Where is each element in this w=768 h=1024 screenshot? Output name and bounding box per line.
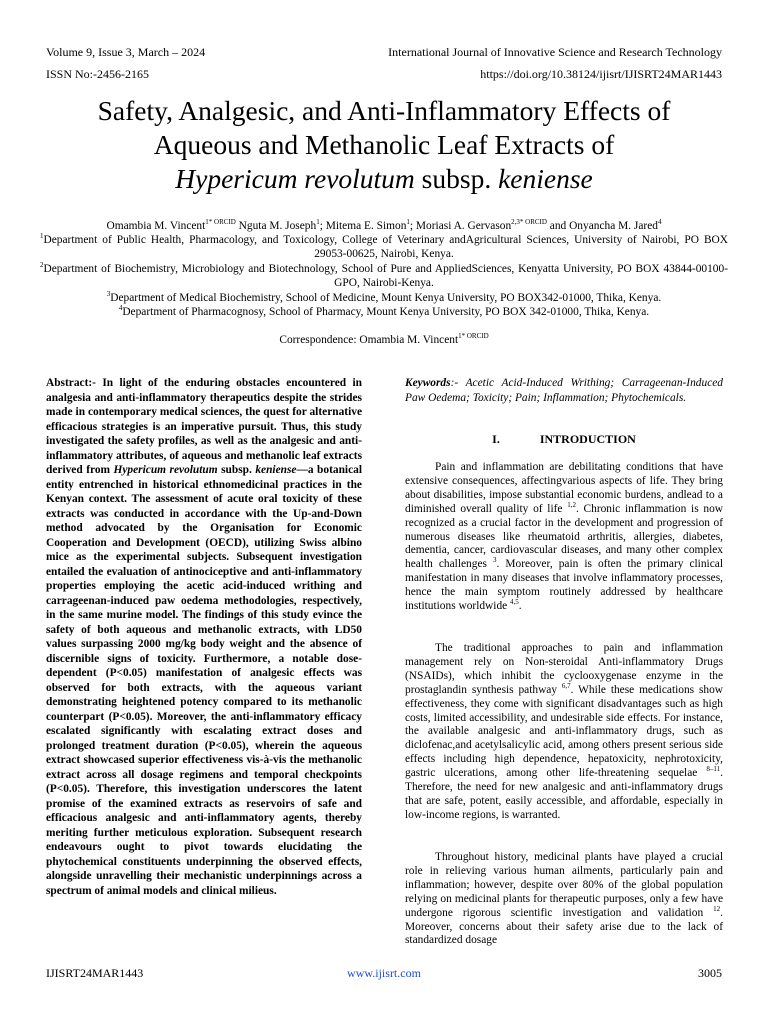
subspecies-name: keniense	[498, 163, 593, 194]
footer-article-id: IJISRT24MAR1443	[46, 966, 144, 980]
intro-p1-text-d: .	[518, 600, 522, 613]
paper-title	[40, 94, 728, 196]
keywords	[405, 376, 723, 405]
affiliation-2-sup: 2	[40, 261, 44, 270]
footer-website-link[interactable]: www.ijisrt.com	[347, 966, 421, 980]
intro-p1-text-a: Pain and inflammation are debilitating conditions that have extensive consequences, affectingvarious aspects of life. They bring about disabilities, impose substantial economic burdens, andlead to a diminished overall quality of life	[405, 461, 723, 515]
title-subsp: subsp.	[414, 163, 499, 194]
author-4-sup[interactable]: 2,3* ORCID	[511, 218, 547, 227]
journal-name: International Journal of Innovative Science and Research Technology	[388, 45, 722, 59]
citation: 6,7	[561, 681, 571, 690]
abstract-text-1: Abstract:- In light of the enduring obstacles encountered in analgesia and anti-inflammatory therapeutics despite the strides made in contemporary medical sciences, the quest for alternative efficacious strategies is an imperative pursuit. Thus, this study investigated the safety profiles, as well as the analgesic and anti-inflammatory attributes, of aqueous and methanolic leaf extracts derived from	[46, 377, 362, 476]
title-line-1: Safety, Analgesic, and Anti-Inflammatory Effects of	[97, 95, 671, 126]
abstract-species: Hypericum revolutum	[113, 464, 218, 476]
abstract	[46, 376, 362, 898]
author-3: ; Mitema E. Simon	[319, 220, 407, 232]
section-heading	[405, 432, 723, 447]
section-number: I.	[492, 432, 500, 446]
citation: 1,2	[567, 500, 576, 509]
affiliation-2	[40, 263, 728, 290]
abstract-subspecies: keniense	[255, 464, 297, 476]
page-number: 3005	[698, 966, 722, 980]
author-2: Nguta M. Joseph	[235, 220, 317, 232]
citation: 4,5	[510, 598, 519, 607]
intro-p3-text-b: . Moreover, concerns about their safety arise due to the lack of standardized dosage	[405, 906, 723, 947]
intro-paragraph-3	[405, 851, 723, 948]
keywords-text: :- Acetic Acid-Induced Writhing; Carrageenan-Induced Paw Oedema; Toxicity; Pain; Inflammation; Phytochemicals.	[405, 377, 723, 404]
intro-p2-text-b: . While these medications show effectiveness, they come with significant disadvantages such as high costs, limited accessibility, and undesirable side effects. For instance, the available analgesic and anti-inflammatory drugs, such as diclofenac,and acetylsalicylic acid, among others present serious side effects including high dependence, hepatoxicity, nephrotoxicity, gastric ulcerations, among other life-threatening sequelae	[405, 683, 724, 780]
intro-p1-text-b: . Chronic inflammation is now recognized as a crucial factor in the development and progression of numerous diseases like rheumatoid arthritis, allergies, diabetes, dementia, cancer, cardiovascular diseases, and many other complex health challenges	[405, 502, 723, 571]
citation: 3	[492, 556, 497, 565]
volume-info: Volume 9, Issue 3, March – 2024	[46, 45, 206, 59]
affiliation-3-text: Department of Medical Biochemistry, School of Medicine, Mount Kenya University, PO BOX342-01000, Thika, Kenya.	[110, 292, 662, 304]
intro-p3-text-a: Throughout history, medicinal plants have played a crucial role in relieving various human ailments, particularly pain and inflammation; however, despite over 80% of the global population relying on medicinal plants for therapeutic purposes, only a few have undergone rigorous scientific investigation and validation	[405, 851, 723, 919]
correspondence-text: Correspondence: Omambia M. Vincent	[279, 334, 459, 346]
affiliation-4-text: Department of Pharmacognosy, School of Pharmacy, Mount Kenya University, PO BOX 342-01000, Thika, Kenya.	[122, 306, 650, 318]
citation: 8–11	[706, 765, 721, 774]
affiliation-1-text: Department of Public Health, Pharmacology, and Toxicology, College of Veterinary andAgricultural Sciences, University of Nairobi, PO BOX 29053-00625, Nairobi, Kenya.	[43, 234, 728, 260]
affiliation-3	[40, 292, 728, 306]
title-line-3	[40, 162, 728, 196]
author-5-sup: 4	[657, 218, 662, 227]
intro-p2-text-a: The traditional approaches to pain and inflammation management rely on Non-steroidal Anti-inflammatory Drugs (NSAIDs), which inhibit the cyclooxygenase enzyme in the prostaglandin synthesis pathway	[405, 642, 723, 696]
abstract-text-2: subsp.	[217, 464, 256, 476]
author-1-sup[interactable]: 1* ORCID	[205, 218, 236, 227]
author-4: ; Moriasi A. Gervason	[409, 220, 512, 232]
affiliation-1	[40, 234, 728, 261]
species-name: Hypericum revolutum	[175, 163, 415, 194]
affiliation-3-sup: 3	[106, 290, 111, 299]
intro-p2-text-c: . Therefore, the need for new analgesic and anti-inflammatory drugs that are safe, potent, easily accessible, and affordable, especially in low-income regions, is warranted.	[405, 767, 723, 821]
section-title: INTRODUCTION	[539, 432, 636, 446]
affiliation-1-sup: 1	[40, 232, 44, 241]
author-3-sup: 1	[406, 218, 410, 227]
author-list	[40, 220, 728, 234]
author-5: and Onyancha M. Jared	[546, 220, 658, 232]
abstract-text-3: —a botanical entity entrenched in historical ethnomedicinal practices in the Kenyan context. The assessment of acute oral toxicity of these extracts was conducted in accordance with the Up-and-Down method advocated by the Organisation for Economic Cooperation and Development (OECD), utilizing Swiss albino mice as the experimental subjects. Subsequent investigation entailed the evaluation of antinociceptive and anti-inflammatory properties employing the acetic acid-induced writhing and carrageenan-induced paw oedema methodologies, respectively, in the same murine model. The findings of this study evince the safety of both aqueous and methanolic extracts, with LD50 values surpassing 2000 mg/kg body weight and the absence of discernible signs of toxicity. Furthermore, a notable dose-dependent (P<0.05) manifestation of analgesic effects was observed for both extracts, with the aqueous variant demonstrating heightened potency compared to its methanolic counterpart (P<0.05). Moreover, the anti-inflammatory efficacy escalated significantly with escalating extract doses and prolonged treatment duration (P<0.05), wherein the aqueous extract showcased superior effectiveness vis-à-vis the methanolic extract across all dosage regimens and temporal checkpoints (P<0.05). Therefore, this investigation underscores the latent promise of the examined extracts as reservoirs of safe and efficacious analgesic and anti-inflammatory agents, thereby meriting further meticulous exploration. Subsequent research endeavours ought to pivot towards elucidating the phytochemical constituents underpinning the observed effects, alongside unravelling their mechanistic underpinnings across a spectrum of animal models and clinical milieus.	[46, 464, 362, 897]
affiliation-4-sup: 4	[118, 304, 123, 313]
title-line-2: Aqueous and Methanolic Leaf Extracts of	[153, 129, 615, 160]
author-1: Omambia M. Vincent	[106, 220, 206, 232]
citation: 12	[713, 904, 721, 913]
intro-paragraph-1	[405, 461, 723, 614]
author-2-sup: 1	[316, 218, 320, 227]
correspondence-sup[interactable]: 1* ORCID	[458, 332, 489, 341]
keywords-label: Keywords	[405, 377, 451, 389]
correspondence	[40, 334, 728, 348]
issn: ISSN No:-2456-2165	[46, 67, 150, 81]
intro-p1-text-c: . Moreover, pain is often the primary clinical manifestation in many diseases that involve inflammatory processes, hence the main symptom routinely addressed by healthcare institutions worldwide	[405, 558, 723, 613]
doi-link[interactable]: https://doi.org/10.38124/ijisrt/IJISRT24MAR1443	[480, 67, 722, 81]
affiliation-2-text: Department of Biochemistry, Microbiology and Biotechnology, School of Pure and AppliedSciences, Kenyatta University, PO BOX 43844-00100-GPO, Nairobi-Kenya.	[43, 263, 728, 289]
affiliation-4	[40, 306, 728, 320]
intro-paragraph-2	[405, 642, 723, 823]
